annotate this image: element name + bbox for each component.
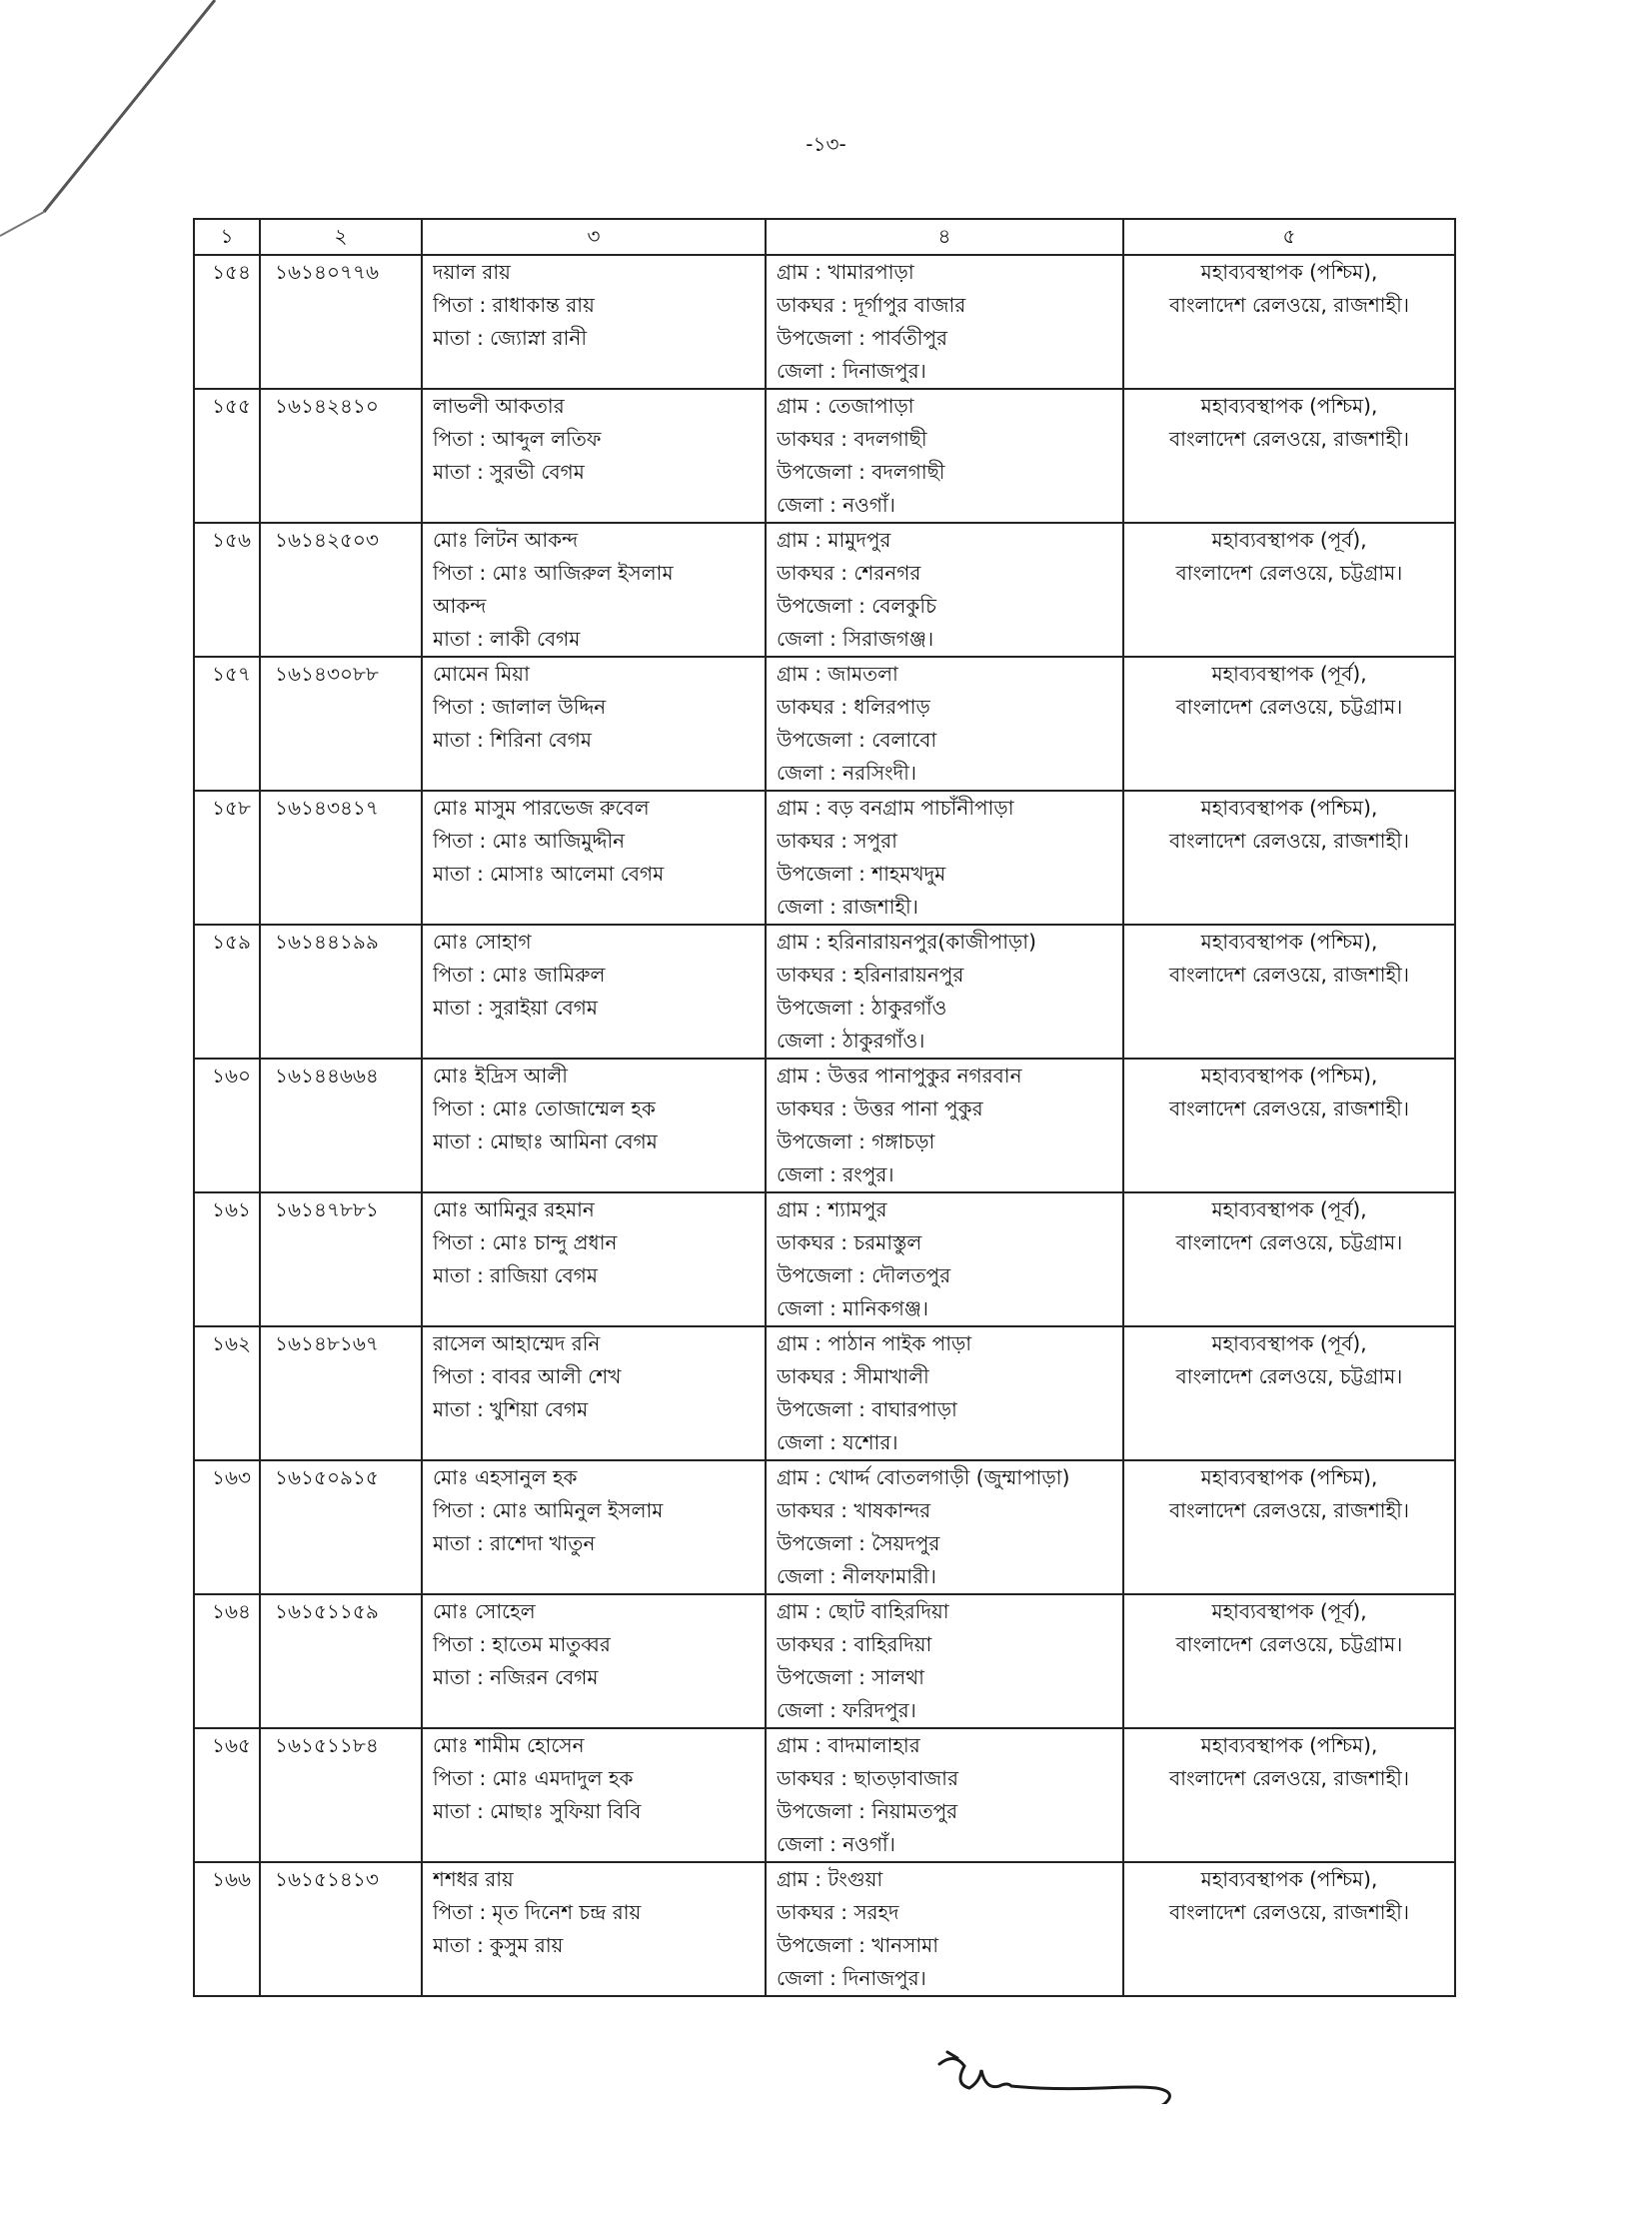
office-cell <box>1123 523 1455 657</box>
name-cell <box>422 1460 766 1594</box>
name-line: মাতা : নজিরন বেগম <box>433 1665 599 1689</box>
address-cell <box>766 389 1123 523</box>
office-cell <box>1123 1728 1455 1862</box>
office-cell <box>1123 791 1455 925</box>
roll-cell: ১৬১৪২৪১০ <box>260 389 422 523</box>
table-row <box>194 1192 1455 1326</box>
address-line: ডাকঘর : বদলগাছী <box>777 427 927 451</box>
signature <box>929 2044 1189 2104</box>
address-line: ডাকঘর : বাহিরদিয়া <box>777 1632 932 1656</box>
name-line: পিতা : মোঃ তোজাম্মেল হক <box>433 1097 656 1120</box>
office-line: মহাব্যবস্থাপক (পশ্চিম), <box>1200 394 1378 418</box>
serial-cell: ১৬৩ <box>194 1460 260 1594</box>
serial-cell: ১৫৭ <box>194 657 260 791</box>
table-row <box>194 1862 1455 1996</box>
address-line: গ্রাম : উত্তর পানাপুকুর নগরবান <box>777 1064 1022 1088</box>
office-line: বাংলাদেশ রেলওয়ে, রাজশাহী। <box>1169 1766 1409 1790</box>
address-line: গ্রাম : খোর্দ্দ বোতলগাড়ী (জুম্মাপাড়া) <box>777 1465 1070 1489</box>
address-cell <box>766 791 1123 925</box>
office-line: মহাব্যবস্থাপক (পূর্ব), <box>1211 662 1367 686</box>
address-cell <box>766 523 1123 657</box>
office-line: মহাব্যবস্থাপক (পূর্ব), <box>1211 1331 1367 1355</box>
address-line: ডাকঘর : খাষকান্দর <box>777 1498 931 1522</box>
address-line: উপজেলা : বাঘারপাড়া <box>777 1397 957 1421</box>
address-line: গ্রাম : হরিনারায়নপুর(কাজীপাড়া) <box>777 930 1036 954</box>
address-line: জেলা : দিনাজপুর। <box>777 359 926 383</box>
name-line: পিতা : রাধাকান্ত রায় <box>433 293 595 317</box>
address-cell <box>766 1460 1123 1594</box>
address-cell <box>766 1326 1123 1460</box>
address-line: উপজেলা : পার্বতীপুর <box>777 326 948 350</box>
name-cell <box>422 255 766 389</box>
address-line: ডাকঘর : হরিনারায়নপুর <box>777 963 964 987</box>
name-line: লাভলী আকতার <box>433 394 565 418</box>
address-cell <box>766 1059 1123 1192</box>
serial-cell: ১৬১ <box>194 1192 260 1326</box>
serial-cell: ১৫৮ <box>194 791 260 925</box>
name-line: পিতা : মোঃ এমদাদুল হক <box>433 1766 634 1790</box>
serial-cell: ১৫৬ <box>194 523 260 657</box>
office-cell <box>1123 1326 1455 1460</box>
office-cell <box>1123 255 1455 389</box>
office-cell <box>1123 1460 1455 1594</box>
name-line: মোঃ শামীম হোসেন <box>433 1733 585 1757</box>
address-line: উপজেলা : বেলাবো <box>777 728 937 752</box>
address-line: গ্রাম : খামারপাড়া <box>777 260 914 284</box>
name-line: মাতা : মোছাঃ আমিনা বেগম <box>433 1129 658 1153</box>
roll-cell: ১৬১৫১১৫৯ <box>260 1594 422 1728</box>
address-line: গ্রাম : বাদমালাহার <box>777 1733 920 1757</box>
name-line: মাতা : রাজিয়া বেগম <box>433 1263 598 1287</box>
name-cell <box>422 657 766 791</box>
name-cell <box>422 1862 766 1996</box>
office-line: মহাব্যবস্থাপক (পশ্চিম), <box>1200 1867 1378 1891</box>
name-line: মাতা : খুশিয়া বেগম <box>433 1397 589 1421</box>
page-number: -১৩- <box>806 132 846 156</box>
header-office: ৫ <box>1123 219 1455 255</box>
address-line: জেলা : নীলফামারী। <box>777 1564 936 1588</box>
address-line: উপজেলা : সালথা <box>777 1665 924 1689</box>
address-line: উপজেলা : সৈয়দপুর <box>777 1531 940 1555</box>
address-line: জেলা : ঠাকুরগাঁও। <box>777 1029 925 1053</box>
table-row <box>194 1326 1455 1460</box>
table-row <box>194 925 1455 1059</box>
office-line: মহাব্যবস্থাপক (পশ্চিম), <box>1200 1465 1378 1489</box>
office-line: মহাব্যবস্থাপক (পশ্চিম), <box>1200 1733 1378 1757</box>
address-line: জেলা : রাজশাহী। <box>777 895 918 919</box>
name-line: পিতা : মোঃ চান্দু প্রধান <box>433 1230 618 1254</box>
address-line: গ্রাম : জামতলা <box>777 662 898 686</box>
address-line: উপজেলা : শাহমখদুম <box>777 862 946 886</box>
name-line: পিতা : হাতেম মাতুব্বর <box>433 1632 611 1656</box>
address-line: গ্রাম : শ্যামপুর <box>777 1197 887 1221</box>
office-cell <box>1123 1059 1455 1192</box>
office-line: মহাব্যবস্থাপক (পূর্ব), <box>1211 1599 1367 1623</box>
address-line: ডাকঘর : সরহদ <box>777 1900 899 1924</box>
address-line: ডাকঘর : চরমাস্তুল <box>777 1230 922 1254</box>
address-line: উপজেলা : গঙ্গাচড়া <box>777 1129 935 1153</box>
office-line: মহাব্যবস্থাপক (পূর্ব), <box>1211 1197 1367 1221</box>
name-line: মোঃ সোহাগ <box>433 930 532 954</box>
roll-cell: ১৬১৫০৯১৫ <box>260 1460 422 1594</box>
name-line: মোঃ মাসুম পারভেজ রুবেল <box>433 796 650 820</box>
address-line: উপজেলা : খানসামা <box>777 1933 939 1957</box>
address-cell <box>766 1862 1123 1996</box>
roll-cell: ১৬১৪০৭৭৬ <box>260 255 422 389</box>
serial-cell: ১৫৫ <box>194 389 260 523</box>
address-line: ডাকঘর : উত্তর পানা পুকুর <box>777 1097 983 1120</box>
serial-cell: ১৬৫ <box>194 1728 260 1862</box>
roll-cell: ১৬১৪২৫০৩ <box>260 523 422 657</box>
name-cell <box>422 523 766 657</box>
name-line: শশধর রায় <box>433 1867 514 1891</box>
name-line: মাতা : রাশেদা খাতুন <box>433 1531 596 1555</box>
roll-cell: ১৬১৪৩৪১৭ <box>260 791 422 925</box>
name-cell <box>422 925 766 1059</box>
address-line: জেলা : যশোর। <box>777 1430 898 1454</box>
address-cell <box>766 657 1123 791</box>
address-line: গ্রাম : মামুদপুর <box>777 528 891 552</box>
office-line: মহাব্যবস্থাপক (পশ্চিম), <box>1200 930 1378 954</box>
table-row <box>194 1059 1455 1192</box>
serial-cell: ১৫৪ <box>194 255 260 389</box>
name-line: পিতা : মোঃ আজিমুদ্দীন <box>433 829 626 853</box>
office-line: বাংলাদেশ রেলওয়ে, চট্টগ্রাম। <box>1175 1364 1403 1388</box>
address-line: ডাকঘর : ছাতড়াবাজার <box>777 1766 958 1790</box>
roll-cell: ১৬১৪৮১৬৭ <box>260 1326 422 1460</box>
office-line: বাংলাদেশ রেলওয়ে, রাজশাহী। <box>1169 1097 1409 1120</box>
office-cell <box>1123 1862 1455 1996</box>
office-line: বাংলাদেশ রেলওয়ে, রাজশাহী। <box>1169 1498 1409 1522</box>
office-cell <box>1123 657 1455 791</box>
table-row <box>194 523 1455 657</box>
address-line: গ্রাম : ছোট বাহিরদিয়া <box>777 1599 949 1623</box>
table-row <box>194 255 1455 389</box>
name-cell <box>422 1326 766 1460</box>
office-line: মহাব্যবস্থাপক (পশ্চিম), <box>1200 1064 1378 1088</box>
address-line: জেলা : মানিকগঞ্জ। <box>777 1296 929 1320</box>
table-header-row <box>194 219 1455 255</box>
name-line: মোঃ লিটন আকন্দ <box>433 528 579 552</box>
office-line: বাংলাদেশ রেলওয়ে, চট্টগ্রাম। <box>1175 1230 1403 1254</box>
office-line: বাংলাদেশ রেলওয়ে, চট্টগ্রাম। <box>1175 561 1403 585</box>
address-line: জেলা : ফরিদপুর। <box>777 1698 916 1722</box>
address-line: ডাকঘর : ধলিরপাড় <box>777 695 930 719</box>
name-line: মোমেন মিয়া <box>433 662 530 686</box>
address-line: জেলা : নওগাঁ। <box>777 1832 895 1856</box>
office-line: বাংলাদেশ রেলওয়ে, রাজশাহী। <box>1169 829 1409 853</box>
name-line: মোঃ ইদ্রিস আলী <box>433 1064 568 1088</box>
name-line: মাতা : লাকী বেগম <box>433 627 581 651</box>
address-cell <box>766 1728 1123 1862</box>
address-line: গ্রাম : বড় বনগ্রাম পাচাঁনীপাড়া <box>777 796 1014 820</box>
name-line: পিতা : মোঃ আমিনুল ইসলাম <box>433 1498 664 1522</box>
office-line: বাংলাদেশ রেলওয়ে, রাজশাহী। <box>1169 963 1409 987</box>
office-line: বাংলাদেশ রেলওয়ে, চট্টগ্রাম। <box>1175 695 1403 719</box>
name-line: পিতা : বাবর আলী শেখ <box>433 1364 622 1388</box>
address-line: জেলা : নওগাঁ। <box>777 493 895 517</box>
table-row <box>194 791 1455 925</box>
office-cell <box>1123 1594 1455 1728</box>
address-line: জেলা : সিরাজগঞ্জ। <box>777 627 934 651</box>
name-line: মাতা : কুসুম রায় <box>433 1933 564 1957</box>
name-cell <box>422 1594 766 1728</box>
address-line: উপজেলা : দৌলতপুর <box>777 1263 951 1287</box>
name-cell <box>422 791 766 925</box>
roll-cell: ১৬১৪৭৮৮১ <box>260 1192 422 1326</box>
address-line: উপজেলা : নিয়ামতপুর <box>777 1799 958 1823</box>
address-line: গ্রাম : তেজাপাড়া <box>777 394 914 418</box>
address-line: উপজেলা : ঠাকুরগাঁও <box>777 996 947 1020</box>
office-line: মহাব্যবস্থাপক (পূর্ব), <box>1211 528 1367 552</box>
office-line: মহাব্যবস্থাপক (পশ্চিম), <box>1200 796 1378 820</box>
address-line: জেলা : রংপুর। <box>777 1162 894 1186</box>
name-line: পিতা : জালাল উদ্দিন <box>433 695 607 719</box>
name-line: আকন্দ <box>433 594 487 618</box>
roll-cell: ১৬১৪৪১৯৯ <box>260 925 422 1059</box>
address-line: জেলা : নরসিংদী। <box>777 761 917 785</box>
table-row <box>194 389 1455 523</box>
name-line: মাতা : মোছাঃ সুফিয়া বিবি <box>433 1799 642 1823</box>
name-line: পিতা : মোঃ জামিরুল <box>433 963 606 987</box>
serial-cell: ১৬৬ <box>194 1862 260 1996</box>
office-cell <box>1123 389 1455 523</box>
name-line: পিতা : আব্দুল লতিফ <box>433 427 602 451</box>
name-line: মোঃ আমিনুর রহমান <box>433 1197 595 1221</box>
table-row <box>194 1594 1455 1728</box>
name-line: পিতা : মৃত দিনেশ চন্দ্র রায় <box>433 1900 642 1924</box>
name-cell <box>422 1059 766 1192</box>
serial-cell: ১৬২ <box>194 1326 260 1460</box>
name-line: মোঃ সোহেল <box>433 1599 536 1623</box>
name-cell <box>422 1192 766 1326</box>
roll-cell: ১৬১৫১১৮৪ <box>260 1728 422 1862</box>
office-line: বাংলাদেশ রেলওয়ে, চট্টগ্রাম। <box>1175 1632 1403 1656</box>
candidate-table <box>193 218 1456 1997</box>
address-line: জেলা : দিনাজপুর। <box>777 1966 926 1990</box>
table-row <box>194 657 1455 791</box>
name-line: দয়াল রায় <box>433 260 511 284</box>
address-line: উপজেলা : বদলগাছী <box>777 460 945 484</box>
address-cell <box>766 1192 1123 1326</box>
serial-cell: ১৬৪ <box>194 1594 260 1728</box>
serial-cell: ১৫৯ <box>194 925 260 1059</box>
header-roll: ২ <box>260 219 422 255</box>
address-line: ডাকঘর : শেরনগর <box>777 561 921 585</box>
address-cell <box>766 925 1123 1059</box>
header-address: ৪ <box>766 219 1123 255</box>
office-line: বাংলাদেশ রেলওয়ে, রাজশাহী। <box>1169 293 1409 317</box>
name-cell <box>422 389 766 523</box>
roll-cell: ১৬১৪৩০৮৮ <box>260 657 422 791</box>
header-name: ৩ <box>422 219 766 255</box>
name-line: মোঃ এহসানুল হক <box>433 1465 578 1489</box>
office-line: মহাব্যবস্থাপক (পশ্চিম), <box>1200 260 1378 284</box>
address-line: গ্রাম : পাঠান পাইক পাড়া <box>777 1331 972 1355</box>
address-line: ডাকঘর : দূর্গাপুর বাজার <box>777 293 966 317</box>
table-row <box>194 1728 1455 1862</box>
address-line: ডাকঘর : সীমাখালী <box>777 1364 929 1388</box>
name-line: রাসেল আহাম্মেদ রনি <box>433 1331 601 1355</box>
name-line: মাতা : শিরিনা বেগম <box>433 728 592 752</box>
roll-cell: ১৬১৫১৪১৩ <box>260 1862 422 1996</box>
name-line: মাতা : সুরাইয়া বেগম <box>433 996 598 1020</box>
roll-cell: ১৬১৪৪৬৬৪ <box>260 1059 422 1192</box>
name-line: মাতা : জ্যোস্না রানী <box>433 326 588 350</box>
address-line: গ্রাম : টংগুয়া <box>777 1867 883 1891</box>
address-line: ডাকঘর : সপুরা <box>777 829 897 853</box>
office-cell <box>1123 925 1455 1059</box>
office-line: বাংলাদেশ রেলওয়ে, রাজশাহী। <box>1169 427 1409 451</box>
name-line: পিতা : মোঃ আজিরুল ইসলাম <box>433 561 674 585</box>
office-line: বাংলাদেশ রেলওয়ে, রাজশাহী। <box>1169 1900 1409 1924</box>
address-cell <box>766 1594 1123 1728</box>
name-line: মাতা : সুরভী বেগম <box>433 460 585 484</box>
name-cell <box>422 1728 766 1862</box>
address-line: উপজেলা : বেলকুচি <box>777 594 936 618</box>
office-cell <box>1123 1192 1455 1326</box>
header-serial: ১ <box>194 219 260 255</box>
table-row <box>194 1460 1455 1594</box>
address-cell <box>766 255 1123 389</box>
serial-cell: ১৬০ <box>194 1059 260 1192</box>
name-line: মাতা : মোসাঃ আলেমা বেগম <box>433 862 665 886</box>
